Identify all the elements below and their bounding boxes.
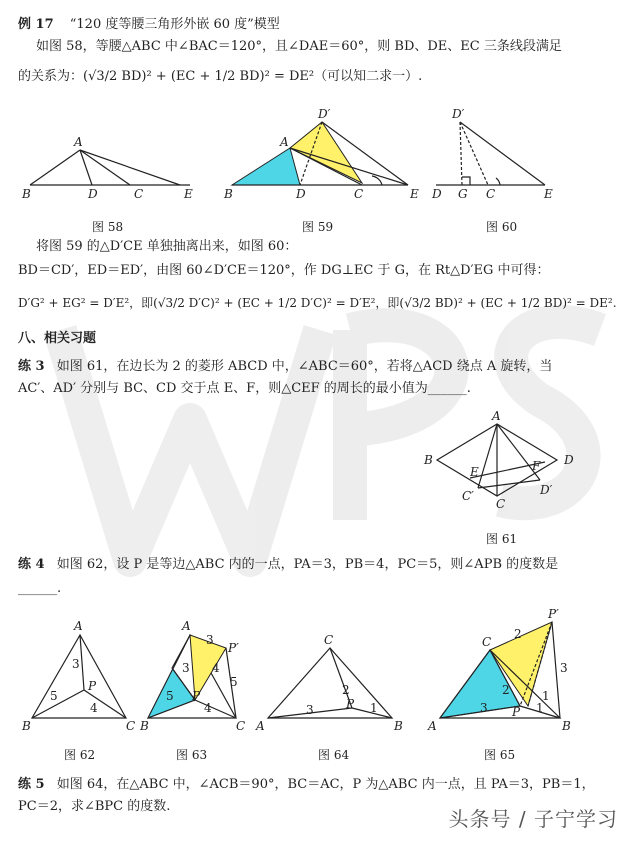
caption-fig-62: 图 62 — [64, 748, 96, 762]
fig61-label-D: D — [564, 453, 574, 467]
fig60-label-G: G — [458, 187, 468, 201]
caption-fig-63: 图 63 — [176, 748, 208, 762]
fig64-label-A: A — [256, 719, 265, 733]
example-line-4: BD＝CD′，ED＝ED′，由图 60∠D′CE＝120°，作 DG⊥EC 于 G，在 Rt△D′EG 中可得： — [18, 263, 550, 278]
example-line-2: 的关系为：(√3/2 BD)² + (EC + 1/2 BD)² = DE²（可以知二求一）. — [18, 69, 423, 84]
fig64-label-B: B — [394, 719, 403, 733]
fig65-label-B: B — [562, 719, 571, 733]
exercise4-label: 练 4 — [18, 557, 45, 572]
fig64-label-P: P — [346, 697, 355, 711]
fig63-label-Pp: P′ — [228, 641, 239, 655]
fig62-label-P: P — [88, 679, 97, 693]
fig62-label-C: C — [126, 719, 136, 733]
fig61-label-Cp: C′ — [462, 489, 474, 503]
fig63-label-B: B — [140, 719, 149, 733]
caption-fig-58: 图 58 — [92, 220, 124, 234]
exercise5-line-1 — [18, 776, 626, 794]
caption-fig-64: 图 64 — [318, 748, 350, 762]
fig63-num-4: 4 — [204, 701, 212, 715]
fig61-label-A: A — [492, 409, 501, 423]
fig61-label-E: E — [470, 465, 479, 479]
fig62-num-5: 5 — [50, 689, 58, 703]
fig60-label-C: C — [486, 187, 496, 201]
fig65-num-2b: 2 — [502, 683, 510, 697]
fig63-num-4b: 4 — [212, 661, 220, 675]
figure-62 — [32, 635, 126, 718]
fig65-num-2a: 2 — [514, 627, 522, 641]
example-number: 例 17 — [18, 17, 54, 32]
fig65-label-A: A — [428, 719, 437, 733]
footer-source: 头条号 / 子宁学习 — [448, 807, 618, 831]
example-line-1: 如图 58，等腰△ABC 中∠BAC＝120°，且∠DAE＝60°，则 BD、DE、EC 三条线段满足 — [36, 39, 562, 54]
fig60-label-E: E — [544, 187, 553, 201]
exercise4-text-1: 如图 62，设 P 是等边△ABC 内的一点，PA＝3，PB＝4，PC＝5，则∠APB 的度数是 — [56, 557, 559, 572]
caption-fig-65: 图 65 — [484, 748, 516, 762]
fig61-label-B: B — [424, 453, 433, 467]
fig62-num-3: 3 — [72, 657, 80, 671]
fig64-label-C: C — [324, 633, 334, 647]
fig63-label-C: C — [236, 719, 246, 733]
fig58-label-D: D — [88, 187, 98, 201]
exercise5-text-1: 如图 64，在△ABC 中，∠ACB＝90°，BC＝AC，P 为△ABC 内一点，且 PA＝3，PB＝1， — [56, 777, 595, 792]
fig59-label-E: E — [410, 187, 419, 201]
fig62-label-A: A — [74, 619, 83, 633]
fig65-label-P: P — [512, 705, 521, 719]
example-title-text: “120 度等腰三角形外嵌 60 度”模型 — [69, 17, 280, 32]
section-heading: 八、相关习题 — [18, 331, 97, 346]
fig60-label-D: D — [432, 187, 442, 201]
fig63-num-5b: 5 — [166, 689, 174, 703]
fig59-label-A: A — [280, 135, 289, 149]
fig65-num-1a: 1 — [536, 701, 544, 715]
caption-fig-59: 图 59 — [302, 220, 334, 234]
fig63-label-A: A — [182, 619, 191, 633]
fig64-num-2: 2 — [342, 683, 350, 697]
exercise3-label: 练 3 — [18, 359, 45, 374]
fig59-label-Dp: D′ — [318, 107, 331, 121]
fig64-num-3: 3 — [306, 703, 314, 717]
fig59-label-C: C — [354, 187, 364, 201]
example-line-3: 将图 59 的△D′CE 单独抽离出来，如图 60： — [36, 239, 298, 254]
exercise3-line-2: AC′、AD′ 分别与 BC、CD 交于点 E、F，则△CEF 的周长的最小值为______. — [18, 381, 471, 396]
fig63-num-5: 5 — [230, 675, 238, 689]
fig63-num-3a: 3 — [206, 633, 214, 647]
fig63-num-3b: 3 — [182, 661, 190, 675]
figure-63 — [148, 635, 236, 718]
fig58-label-E: E — [184, 187, 193, 201]
fig64-num-1: 1 — [370, 701, 378, 715]
caption-fig-61: 图 61 — [486, 532, 518, 546]
caption-fig-60: 图 60 — [486, 220, 518, 234]
exercise4-line-2: ______. — [18, 581, 62, 596]
example-line-5: D′G² + EG² = D′E²，即(√3/2 D′C)² + (EC + 1/2 D′C)² = D′E²，即(√3/2 BD)² + (EC + 1/2 BD)² = DE². — [18, 296, 617, 310]
fig61-label-F: F — [532, 459, 541, 473]
exercise3-text-1: 如图 61，在边长为 2 的菱形 ABCD 中，∠ABC＝60°，若将△ACD 绕点 A 旋转，当 — [56, 359, 553, 374]
fig65-num-3b: 3 — [480, 701, 488, 715]
fig58-label-A: A — [74, 135, 83, 149]
fig65-num-3a: 3 — [560, 661, 568, 675]
exercise5-label: 练 5 — [18, 777, 45, 792]
fig58-label-C: C — [134, 187, 144, 201]
fig65-label-Pp: P′ — [548, 607, 559, 621]
fig60-label-Dp: D′ — [452, 107, 465, 121]
fig62-num-4: 4 — [90, 701, 98, 715]
fig65-label-C: C — [482, 635, 492, 649]
fig61-label-Dp: D′ — [540, 483, 553, 497]
fig61-label-C: C — [496, 497, 506, 511]
fig63-label-P: P — [192, 689, 201, 703]
fig59-label-D: D — [296, 187, 306, 201]
fig65-num-1b: 1 — [542, 689, 550, 703]
fig62-label-B: B — [22, 719, 31, 733]
exercise5-line-2: PC＝2，求∠BPC 的度数. — [18, 799, 171, 814]
fig58-label-B: B — [22, 187, 31, 201]
fig59-label-B: B — [224, 187, 233, 201]
